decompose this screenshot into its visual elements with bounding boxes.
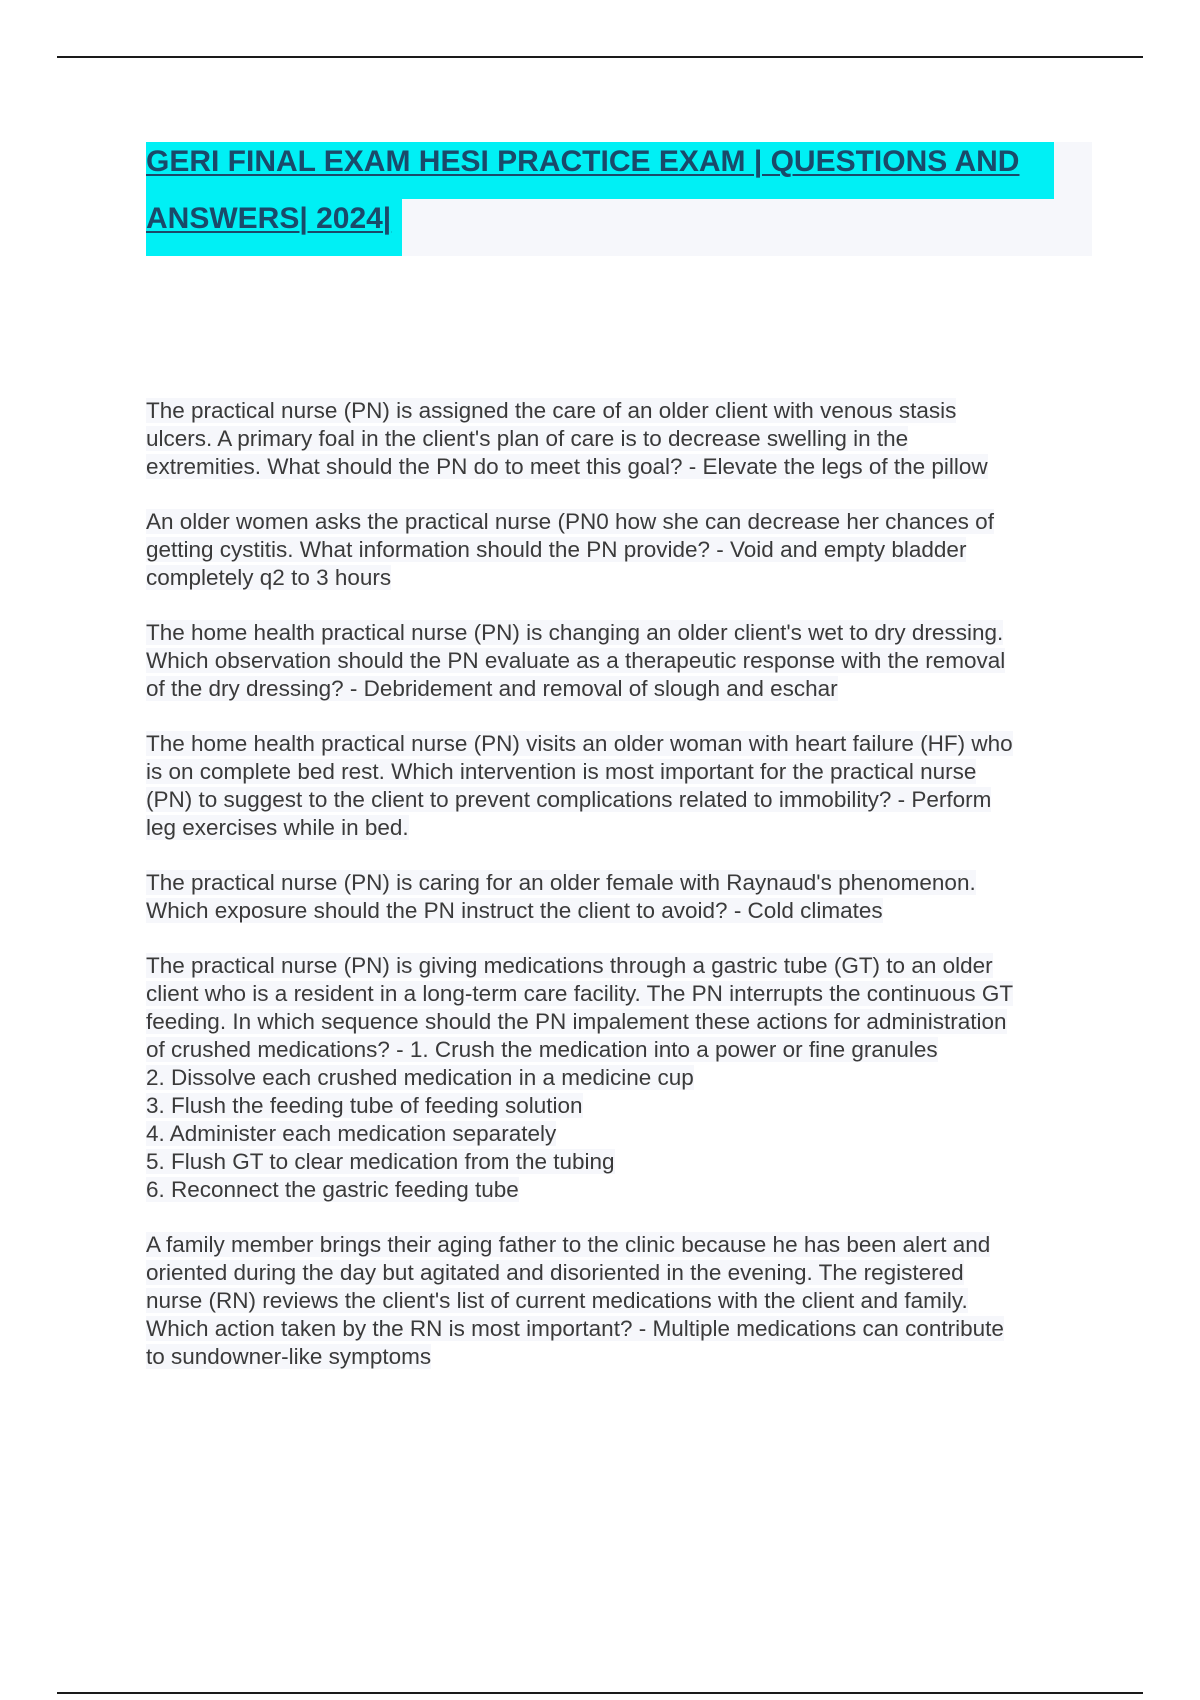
top-rule bbox=[57, 56, 1143, 58]
qa-item-2 bbox=[146, 508, 1086, 592]
qa-text: The practical nurse (PN) is assigned the care of an older client with venous stasis ulcers. A primary foal in the client's plan of care is to decrease swelling in the extremities. What should the PN do to meet this goal? - Elevate the legs of the pillow bbox=[146, 398, 988, 479]
document-title-line-2: ANSWERS| 2024| bbox=[146, 199, 402, 256]
title-block bbox=[146, 142, 1092, 256]
qa-text: The home health practical nurse (PN) is changing an older client's wet to dry dressing. Which observation should the PN evaluate as a therapeutic response with the removal of the dry dressing? - Debridement and removal of slough and eschar bbox=[146, 620, 1006, 701]
qa-item-1 bbox=[146, 397, 1086, 481]
qa-text: The practical nurse (PN) is giving medications through a gastric tube (GT) to an older client who is a resident in a long-term care facility. The PN interrupts the continuous GT feeding. In which sequence should the PN impalement these actions for administration of crushed medications? - 1. Crush the medication into a power or fine granules 2. Dissolve each crushed medication in a medicine cup 3. Flush the feeding tube of feeding solution 4. Administer each medication separately 5. Flush GT to clear medication from the tubing 6. Reconnect the gastric feeding tube bbox=[146, 953, 1014, 1202]
qa-item-5 bbox=[146, 869, 1086, 925]
qa-text: An older women asks the practical nurse (PN0 how she can decrease her chances of getting cystitis. What information should the PN provide? - Void and empty bladder completely q2 to 3 hours bbox=[146, 509, 994, 590]
qa-item-3 bbox=[146, 619, 1086, 703]
qa-item-4 bbox=[146, 730, 1086, 842]
bottom-rule bbox=[57, 1692, 1143, 1694]
qa-text: The home health practical nurse (PN) visits an older woman with heart failure (HF) who is on complete bed rest. Which intervention is most important for the practical nurse (PN) to suggest to the client to prevent complications related to immobility? - Perform leg exercises while in bed. bbox=[146, 731, 1013, 840]
document-title-line-1: GERI FINAL EXAM HESI PRACTICE EXAM | QUESTIONS AND bbox=[146, 142, 1054, 199]
question-answer-list bbox=[146, 397, 1086, 1398]
qa-text: The practical nurse (PN) is caring for an older female with Raynaud's phenomenon. Which exposure should the PN instruct the client to avoid? - Cold climates bbox=[146, 870, 976, 923]
qa-item-7 bbox=[146, 1231, 1086, 1371]
qa-text: A family member brings their aging father to the clinic because he has been alert and oriented during the day but agitated and disoriented in the evening. The registered nurse (RN) reviews the client's list of current medications with the client and family. Which action taken by the RN is most important? - Multiple medications can contribute to sundowner-like symptoms bbox=[146, 1232, 1004, 1369]
qa-item-6 bbox=[146, 952, 1086, 1204]
